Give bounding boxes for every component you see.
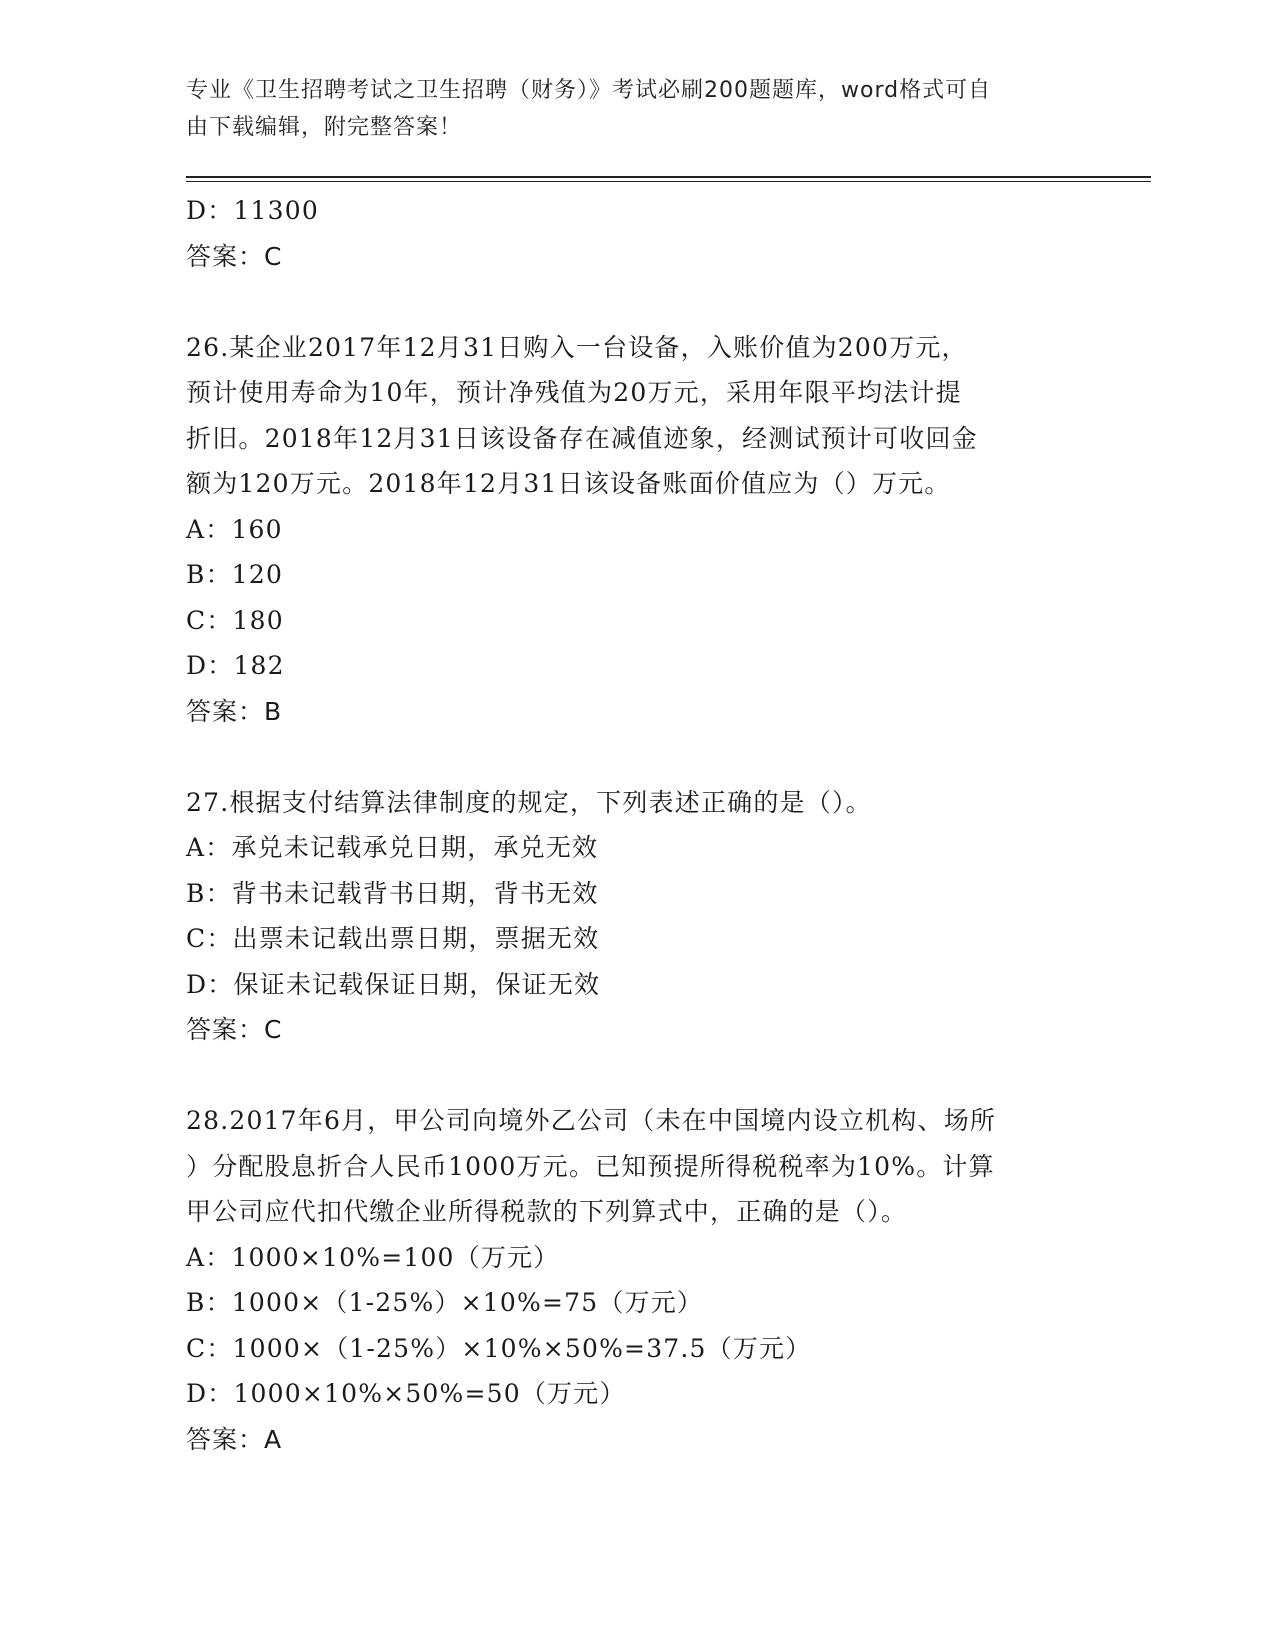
header-divider-thick — [186, 176, 1151, 178]
question-27 — [186, 780, 1086, 1053]
question-text-line: ）分配股息折合人民币1000万元。已知预提所得税税率为10%。计算 — [186, 1151, 995, 1181]
option-d: D：182 — [186, 651, 285, 680]
question-text-line: 甲公司应代扣代缴企业所得税款的下列算式中，正确的是（）。 — [186, 1197, 908, 1226]
header-line-1: 专业《卫生招聘考试之卫生招聘（财务）》考试必刷200题题库，word格式可自 — [186, 78, 992, 103]
document-header — [186, 72, 1066, 146]
question-text-line: 折旧。2018年12月31日该设备存在减值迹象，经测试预计可收回金 — [186, 423, 978, 453]
option-c: C：出票未记载出票日期，票据无效 — [186, 924, 600, 953]
option-d: D：1000×10%×50%=50（万元） — [186, 1379, 626, 1408]
option-c: C：1000×（1-25%）×10%×50%=37.5（万元） — [186, 1333, 812, 1363]
header-line-2: 由下载编辑，附完整答案！ — [186, 115, 463, 140]
answer-line: 答案：A — [186, 1424, 283, 1454]
option-b: B：背书未记载背书日期，背书无效 — [186, 878, 599, 908]
option-d: D：11300 — [186, 196, 319, 225]
header-divider-thin — [186, 181, 1151, 182]
question-26 — [186, 325, 1086, 735]
option-a: A：160 — [186, 514, 283, 544]
question-text-line: 26.某企业2017年12月31日购入一台设备，入账价值为200万元， — [186, 332, 968, 362]
answer-line: 答案：C — [186, 1015, 283, 1044]
question-text-line: 额为120万元。2018年12月31日该设备账面价值应为（）万元。 — [186, 469, 951, 498]
question-28 — [186, 1098, 1086, 1462]
option-d: D：保证未记载保证日期，保证无效 — [186, 969, 601, 999]
option-b: B：120 — [186, 560, 284, 589]
spacer — [186, 734, 1086, 780]
option-c: C：180 — [186, 605, 284, 635]
question-text-line: 28.2017年6月，甲公司向境外乙公司（未在中国境内设立机构、场所 — [186, 1106, 997, 1135]
spacer — [186, 1053, 1086, 1099]
option-a: A：1000×10%=100（万元） — [186, 1242, 560, 1272]
option-a: A：承兑未记载承兑日期，承兑无效 — [186, 833, 599, 862]
question-text-line: 27.根据支付结算法律制度的规定，下列表述正确的是（）。 — [186, 787, 872, 817]
answer-line: 答案：C — [186, 241, 283, 271]
option-b: B：1000×（1-25%）×10%=75（万元） — [186, 1288, 704, 1317]
question-25-tail — [186, 188, 1086, 279]
question-content — [186, 188, 1086, 1462]
spacer — [186, 279, 1086, 325]
answer-line: 答案：B — [186, 696, 283, 726]
question-text-line: 预计使用寿命为10年，预计净残值为20万元，采用年限平均法计提 — [186, 378, 962, 407]
